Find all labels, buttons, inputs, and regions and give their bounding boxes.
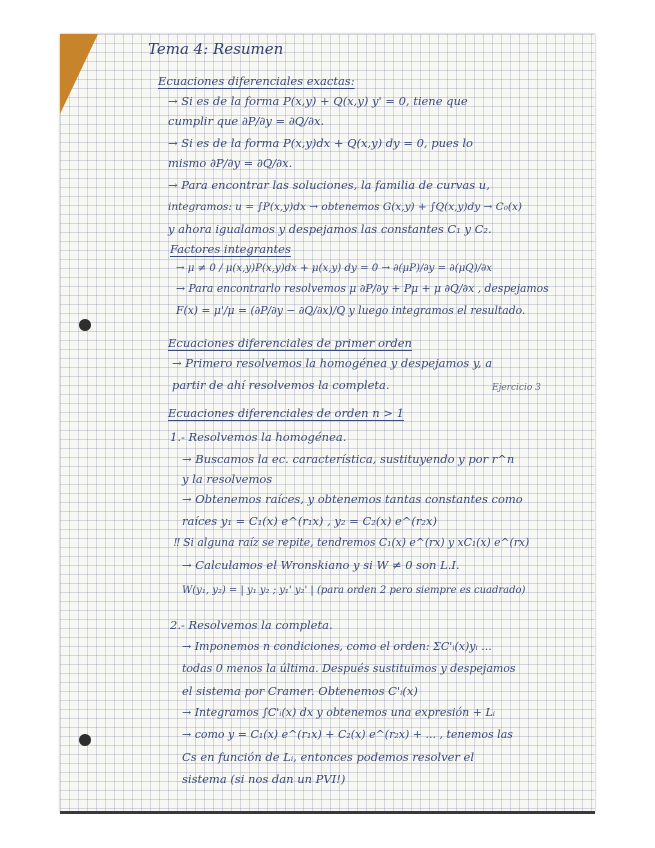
heading-orden-n: Ecuaciones diferenciales de orden n > 1 (168, 406, 404, 420)
note-line: → Para encontrarlo resolvemos μ ∂P/∂y + Pμ + μ ∂Q/∂x , despejamos (176, 282, 549, 295)
note-line: integramos: u = ∫P(x,y)dx → obtenemos G(x,y) + ∫Q(x,y)dy → C₀(x) (168, 201, 523, 213)
note-line: → Para encontrar las soluciones, la familia de curvas u, (168, 178, 490, 192)
note-line: 2.- Resolvemos la completa. (170, 618, 333, 632)
note-line: y ahora igualamos y despejamos las constantes C₁ y C₂. (168, 222, 492, 236)
notebook-page (60, 34, 595, 812)
punch-hole (79, 319, 91, 331)
note-line: → Primero resolvemos la homogénea y despejamos y, a (172, 356, 493, 370)
note-line: y la resolvemos (182, 472, 273, 486)
heading-factores: Factores integrantes (170, 242, 291, 256)
note-line: mismo ∂P/∂y = ∂Q/∂x. (168, 156, 293, 170)
note-line: W(y₁, y₂) = | y₁ y₂ ; y₁' y₂' | (para orden 2 pero siempre es cuadrado) (182, 585, 526, 596)
note-line: → Imponemos n condiciones, como el orden: ΣC'ᵢ(x)yᵢ ... (182, 640, 492, 653)
note-line: → Buscamos la ec. característica, sustituyendo y por r^n (182, 452, 515, 466)
note-line: → Si es de la forma P(x,y)dx + Q(x,y) dy = 0, pues lo (168, 136, 473, 150)
note-line: raíces y₁ = C₁(x) e^(r₁x) , y₂ = C₂(x) e^(r₂x) (182, 514, 437, 528)
note-line: → como y = C₁(x) e^(r₁x) + C₂(x) e^(r₂x) + ... , tenemos las (182, 728, 513, 741)
note-line: → Obtenemos raíces, y obtenemos tantas constantes como (182, 492, 523, 506)
punch-hole (79, 734, 91, 746)
note-line: todas 0 menos la última. Después sustituimos y despejamos (182, 662, 516, 675)
note-line: → Integramos ∫C'ᵢ(x) dx y obtenemos una expresión + Lᵢ (182, 706, 495, 719)
page-title: Tema 4: Resumen (148, 40, 284, 58)
note-line: sistema (si nos dan un PVI!) (182, 772, 346, 786)
note-line: partir de ahí resolvemos la completa. (172, 378, 390, 392)
page-bottom-edge (60, 811, 595, 814)
note-line: cumplir que ∂P/∂y = ∂Q/∂x. (168, 114, 325, 128)
note-line: ‼ Si alguna raíz se repite, tendremos C₁(x) e^(rx) y xC₁(x) e^(rx) (174, 536, 530, 549)
note-line: → μ ≠ 0 / μ(x,y)P(x,y)dx + μ(x,y) dy = 0 → ∂(μP)/∂y = ∂(μQ)/∂x (176, 263, 493, 274)
note-line: → Si es de la forma P(x,y) + Q(x,y) y' = 0, tiene que (168, 94, 468, 108)
note-line: el sistema por Cramer. Obtenemos C'ᵢ(x) (182, 684, 418, 698)
note-line: Cs en función de Lᵢ, entonces podemos resolver el (182, 750, 475, 764)
page-corner-fold (60, 34, 98, 114)
note-line: 1.- Resolvemos la homogénea. (170, 430, 347, 444)
heading-exactas: Ecuaciones diferenciales exactas: (158, 74, 355, 88)
note-line: F(x) = μ'/μ = (∂P/∂y − ∂Q/∂x)/Q y luego integramos el resultado. (176, 304, 526, 317)
note-line: → Calculamos el Wronskiano y si W ≠ 0 son L.I. (182, 558, 460, 572)
margin-note: Ejercicio 3 (492, 383, 541, 393)
heading-primer-orden: Ecuaciones diferenciales de primer orden (168, 336, 412, 350)
